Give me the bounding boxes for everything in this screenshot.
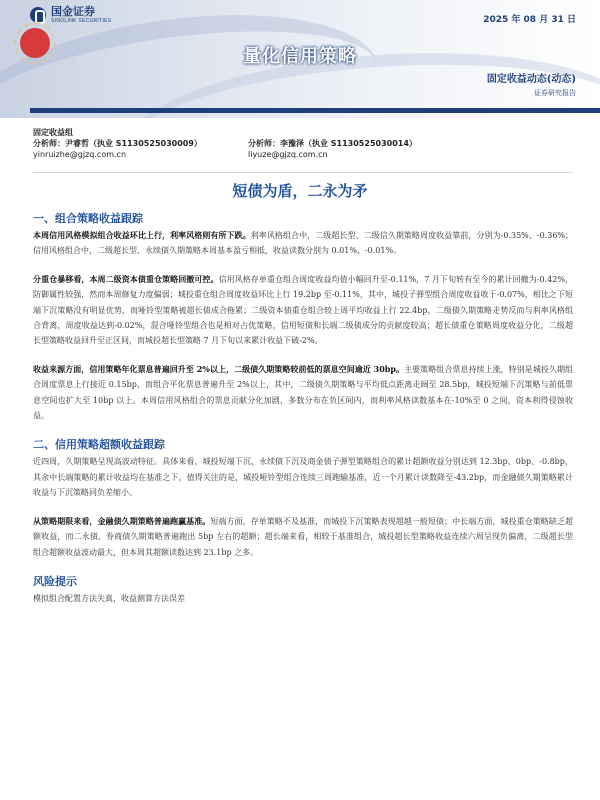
paragraph [33, 228, 573, 259]
paragraph-body: 近四周，久期策略呈现高波动特征。具体来看，城投短端下沉、永续债下沉及商金债子弹型策略组合的累计超额收益分别达到 12.3bp、0bp、-0.8bp，其余中长端策略的累计收益均在基准之下。值得关注的是，城投哑铃型组合连续三周跑输基准，近一个月累计读数降至-43.2bp，而金融债久期策略累计收益与下沉策略同负差缩小。 [33, 457, 573, 498]
paragraph-body: 利率风格组合中，二级超长型、二级信久期策略周度收益靠前，分别为-0.35%、-0.36%；信用风格组合中，二级超长型、永续债久期策略本周基本盈亏相抵，收益读数分别为 0.01%、-0.01%。 [33, 231, 574, 256]
paragraph-lead: 分重仓暴移看，本周二级资本债重仓策略回撤可控。 [33, 273, 219, 284]
paragraph [33, 454, 573, 500]
analyst-label: 分析师： [248, 139, 280, 148]
analyst-email-link[interactable]: yinruizhe@gjzq.com.cn [33, 150, 127, 159]
header-banner [0, 0, 600, 118]
paragraph-lead: 本周信用风格模拟组合收益环比上行，利率风格则有所下跌。 [33, 230, 251, 240]
paragraph-body: 模拟组合配置方法失真，收益测算方法误差 [33, 593, 185, 603]
analyst-name: 李豫泽（执业 S1130525030014） [280, 139, 417, 148]
analyst-block [33, 127, 573, 160]
logo-mark-icon [30, 7, 46, 23]
analyst-label: 分析师： [33, 139, 65, 148]
paragraph [33, 514, 573, 560]
paragraph-body: 主要策略组合票息持续上涨，特别是城投久期组合周度票息上行接近 0.15bp，而组合平化票息普遍升至 2%以上，其中，二级债久期策略与平均低点距离走阔至 28.5bp，城投短端下沉策略与前低票息空间也扩大至 10bp 以上。本周信用风格组合的票息贡献分化加剧，多数分布在负区间内，而利率风格读数基本在-10%至 0 之间，资本利得侵蚀收益。 [33, 364, 573, 421]
logo-cn-text: 国金证券 [51, 5, 95, 18]
paragraph-body: 信用风格存单重仓组合周度收益均值小幅回升至-0.11%，7 月下旬转有至今的累计回撤为-0.42%，防御属性较强，然而本周修复力度偏弱；城投重仓组合周度收益环比上行 19.2bp 至-0.11%，其中，城投子弹型组合周度收益收于-0.07%，相比之下短端下沉策略没有明显优势，而哑铃型策略被超长债成合拖累；二级资本债重仓组合较上周平均收益上行 22.4bp，二级债久期策略走势反而与利率风格组合背离，周度收益达到-0.02%，混合哑铃型组合也是相对占优策略，信用短债和长端二级债成分的贡献度较高；超长债重仓策略周度收益分化，二级超长型策略收益回升至正区间，而城投超长型策略 7 月下旬以来累计收益下破-2%。 [33, 274, 573, 346]
report-title: 量化信用策略 [243, 46, 357, 67]
analyst-name: 尹睿哲（执业 S1130525030009） [65, 139, 202, 148]
report-type: 固定收益动态(动态) [486, 74, 576, 85]
section-heading: 二、信用策略超额收益跟踪 [33, 438, 165, 452]
analyst-group: 固定收益组 [33, 128, 73, 137]
section-divider [33, 172, 573, 173]
paragraph-lead: 收益来源方面，信用策略年化票息普遍回升至 2%以上，二级债久期策略较前低的票息空间逾近 30bp。 [33, 363, 405, 374]
paragraph-lead: 从策略期限来看，金融债久期策略普遍跑赢基准。 [33, 515, 211, 526]
paragraph [33, 272, 573, 349]
paragraph [33, 362, 573, 424]
section-heading: 风险提示 [33, 574, 77, 588]
report-category: 证券研究报告 [534, 89, 576, 97]
section-heading: 一、组合策略收益跟踪 [33, 212, 143, 225]
article-title: 短债为盾，二永为矛 [232, 182, 368, 200]
banner-underline [30, 108, 600, 113]
report-body [33, 210, 573, 606]
paragraph-body: 短端方面，存单策略不及基准，而城投下沉策略表现超越一般短债；中长端方面，城投重仓策略缺乏超额收益，而二永债、券商债久期策略普遍跑出 5bp 左右的超额；超长端来看，相较于基准组合，城投超长型策略收益连续六周呈现负偏离，二级超长型组合超额收益波动最大，但本周其超额读数达到 23.1bp 之多。 [33, 516, 574, 557]
report-date: 2025 年 08 月 31 日 [483, 15, 576, 25]
company-logo [30, 6, 111, 24]
paragraph [33, 591, 573, 606]
logo-en-text: SINOLINK SECURITIES [51, 18, 112, 24]
analyst-email-link[interactable]: liyuze@gjzq.com.cn [248, 150, 328, 159]
